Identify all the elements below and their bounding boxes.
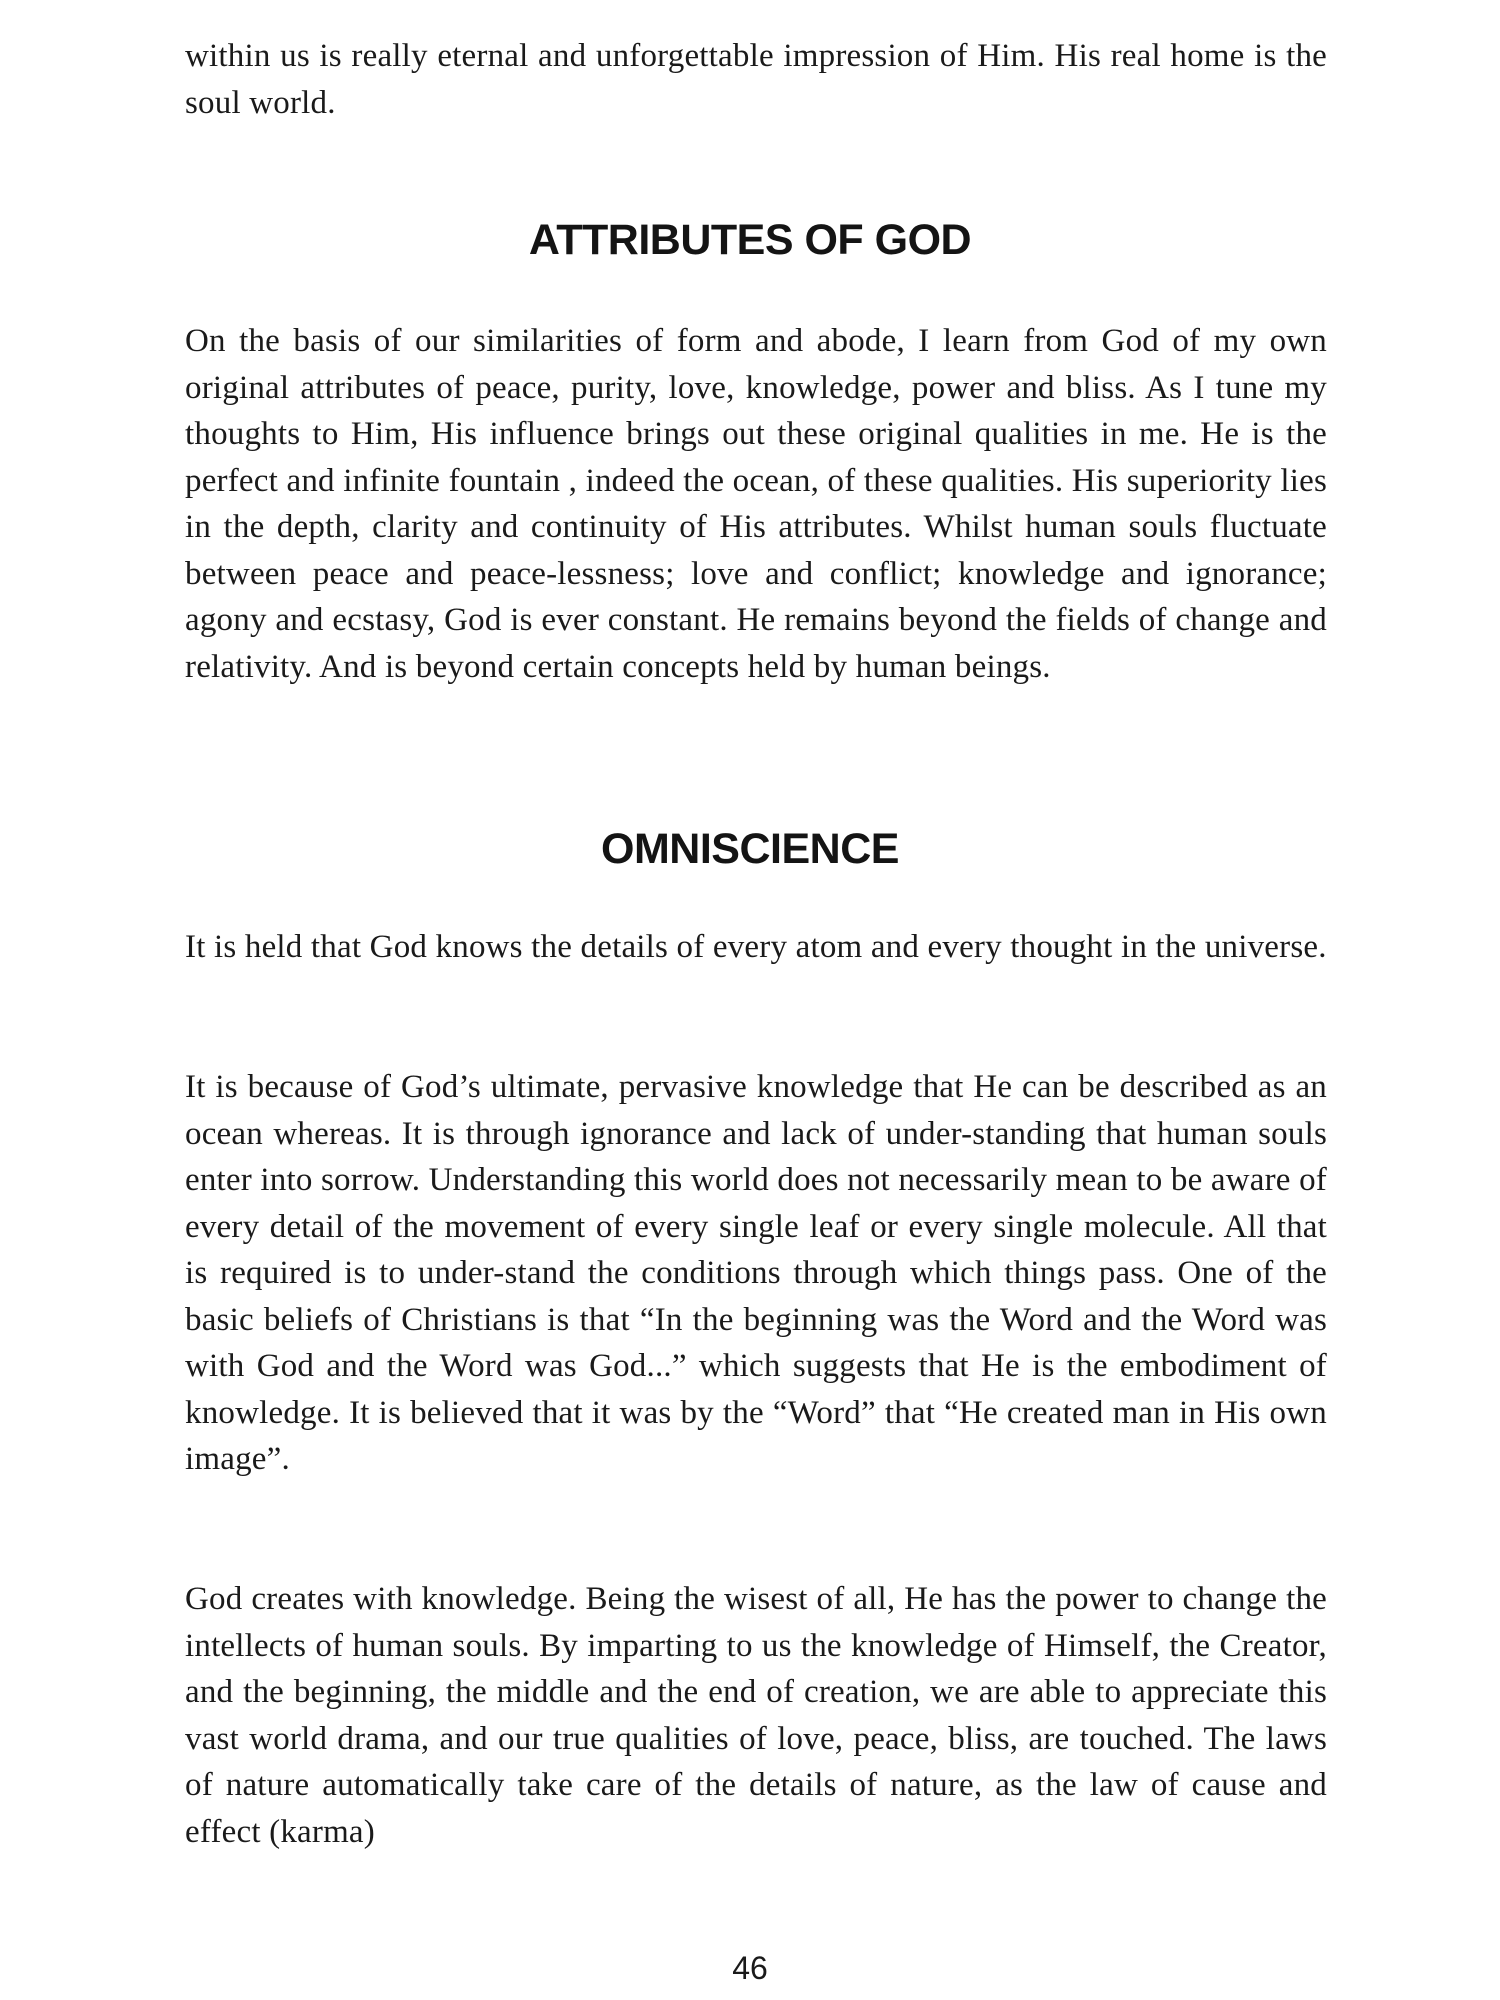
omniscience-paragraph-3: God creates with knowledge. Being the wisest of all, He has the power to change the intellects of human souls. By imparting to us the knowledge of Himself, the Creator, and the beginning, the middle and the end of creation, we are able to appreciate this vast world drama, and our true qualities of love, peace, bliss, are touched. The laws of nature automatically take care of the details of nature, as the law of cause and effect (karma)	[185, 1581, 1327, 1850]
omniscience-paragraph-2: It is because of God’s ultimate, pervasive knowledge that He can be described as an ocean whereas. It is through ignorance and lack of under-standing that human souls enter into sorrow. Understanding this world does not necessarily mean to be aware of every detail of the movement of every single leaf or every single molecule. All that is required is to under-stand the conditions through which things pass. One of the basic beliefs of Christians is that “In the beginning was the Word and the Word was with God and the Word was God...” which suggests that He is the embodiment of knowledge. It is believed that it was by the “Word” that “He created man in His own image”.	[185, 1069, 1327, 1477]
attributes-paragraph: On the basis of our similarities of form and abode, I learn from God of my own original attributes of peace, purity, love, knowledge, power and bliss. As I tune my thoughts to Him, His influence brings out these original qualities in me. He is the perfect and infinite fountain , indeed the ocean, of these qualities. His superiority lies in the depth, clarity and continuity of His attributes. Whilst human souls fluctuate between peace and peace-lessness; love and conflict; knowledge and ignorance; agony and ecstasy, God is ever constant. He remains beyond the fields of change and relativity. And is beyond certain concepts held by human beings.	[185, 323, 1327, 685]
page-number: 46	[732, 1950, 768, 1986]
section-heading-attributes-of-god: ATTRIBUTES OF GOD	[528, 216, 972, 264]
omniscience-paragraph-1: It is held that God knows the details of every atom and every thought in the universe.	[185, 929, 1327, 965]
intro-paragraph: within us is really eternal and unforgettable impression of Him. His real home is the soul world.	[185, 38, 1327, 121]
section-heading-omniscience: OMNISCIENCE	[601, 825, 899, 873]
